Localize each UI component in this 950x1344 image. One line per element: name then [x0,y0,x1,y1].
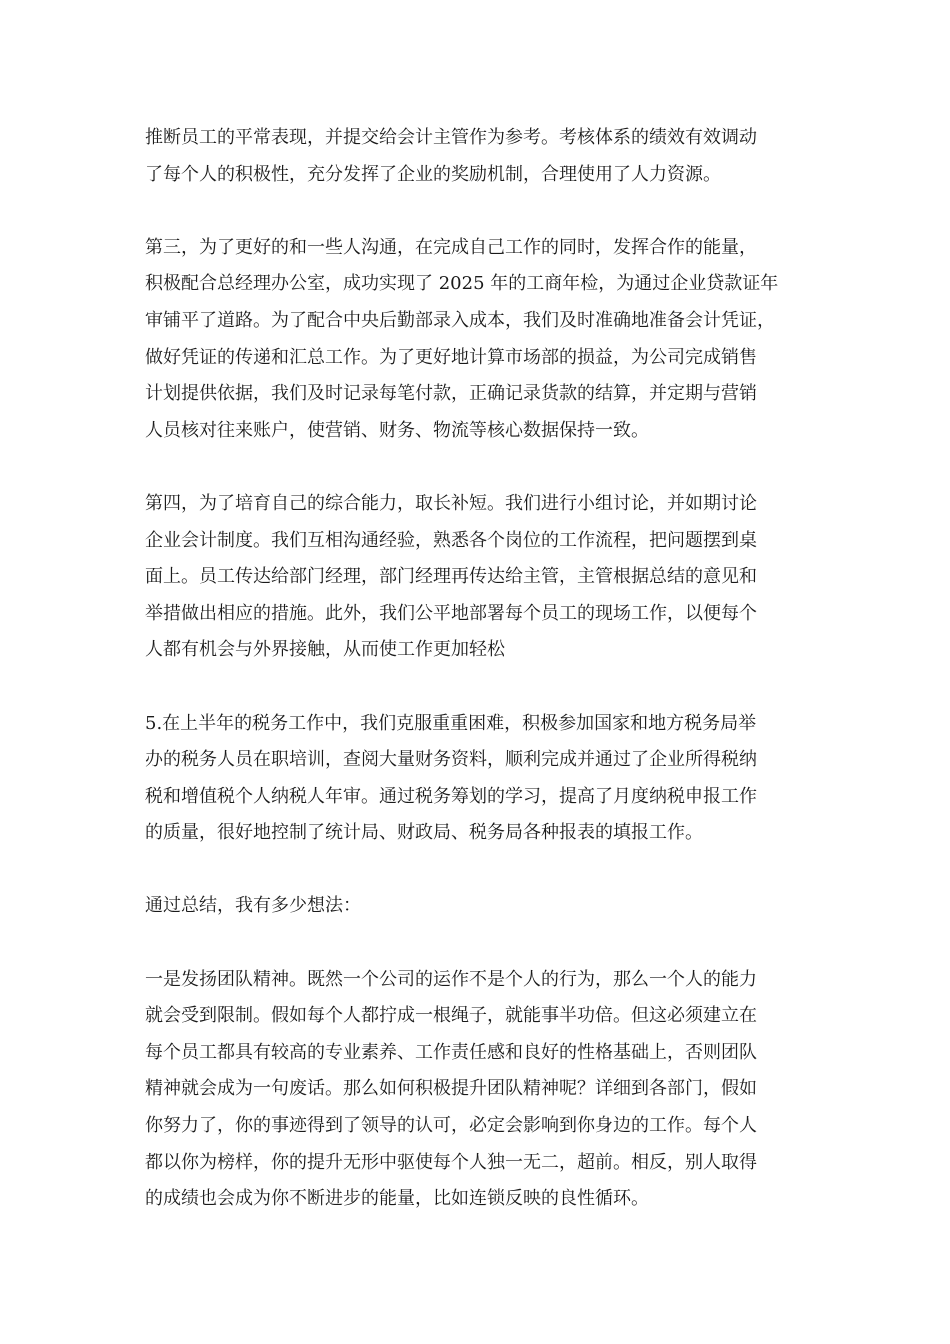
text-line: 通过总结，我有多少想法： [145,895,361,917]
paragraph-team-spirit [145,962,807,1218]
text-line: 审铺平了道路。为了配合中央后勤部录入成本，我们及时准确地准备会计凭证， [145,309,775,331]
text-line: 精神就会成为一句废话。那么如何积极提升团队精神呢？详细到各部门，假如 [145,1078,757,1100]
paragraph-summary-intro [145,888,807,925]
text-line: 推断员工的平常表现，并提交给会计主管作为参考。考核体系的绩效有效调动 [145,127,757,148]
text-line: 5.在上半年的税务工作中，我们克服重重困难，积极参加国家和地方税务局举 [145,712,757,734]
text-line: 做好凭证的传递和汇总工作。为了更好地计算市场部的损益，为公司完成销售 [145,346,757,368]
paragraph-tax-work [145,706,807,852]
text-line: 了每个人的积极性，充分发挥了企业的奖励机制，合理使用了人力资源。 [145,163,721,185]
text-line: 你努力了，你的事迹得到了领导的认可，必定会影响到你身边的工作。每个人 [145,1115,757,1137]
document-page [145,120,807,1254]
text-line: 第三，为了更好的和一些人沟通，在完成自己工作的同时，发挥合作的能量， [145,236,757,258]
text-line: 第四，为了培育自己的综合能力，取长补短。我们进行小组讨论，并如期讨论 [145,492,757,514]
text-line: 的质量，很好地控制了统计局、财政局、税务局各种报表的填报工作。 [145,822,703,844]
text-line: 一是发扬团队精神。既然一个公司的运作不是个人的行为，那么一个人的能力 [145,968,757,990]
text-line: 企业会计制度。我们互相沟通经验，熟悉各个岗位的工作流程，把问题摆到桌 [145,529,757,551]
paragraph-third-point [145,230,807,450]
text-line: 每个员工都具有较高的专业素养、工作责任感和良好的性格基础上，否则团队 [145,1041,757,1063]
paragraph-fourth-point [145,486,807,669]
text-line: 税和增值税个人纳税人年审。通过税务筹划的学习，提高了月度纳税申报工作 [145,785,757,807]
text-line: 积极配合总经理办公室，成功实现了 2025 年的工商年检，为通过企业贷款证年 [145,273,779,295]
text-line: 办的税务人员在职培训，查阅大量财务资料，顺利完成并通过了企业所得税纳 [145,749,757,771]
text-line: 的成绩也会成为你不断进步的能量，比如连锁反映的良性循环。 [145,1188,649,1210]
text-line: 就会受到限制。假如每个人都拧成一根绳子，就能事半功倍。但这必须建立在 [145,1005,757,1027]
text-line: 面上。员工传达给部门经理，部门经理再传达给主管，主管根据总结的意见和 [145,566,757,588]
text-line: 人都有机会与外界接触，从而使工作更加轻松 [145,639,505,661]
text-line: 计划提供依据，我们及时记录每笔付款，正确记录货款的结算，并定期与营销 [145,383,757,405]
text-line: 都以你为榜样，你的提升无形中驱使每个人独一无二，超前。相反，别人取得 [145,1151,757,1173]
text-line: 人员核对往来账户，使营销、财务、物流等核心数据保持一致。 [145,419,649,441]
paragraph-appraisal-summary [145,120,807,193]
text-line: 举措做出相应的措施。此外，我们公平地部署每个员工的现场工作，以便每个 [145,602,757,624]
